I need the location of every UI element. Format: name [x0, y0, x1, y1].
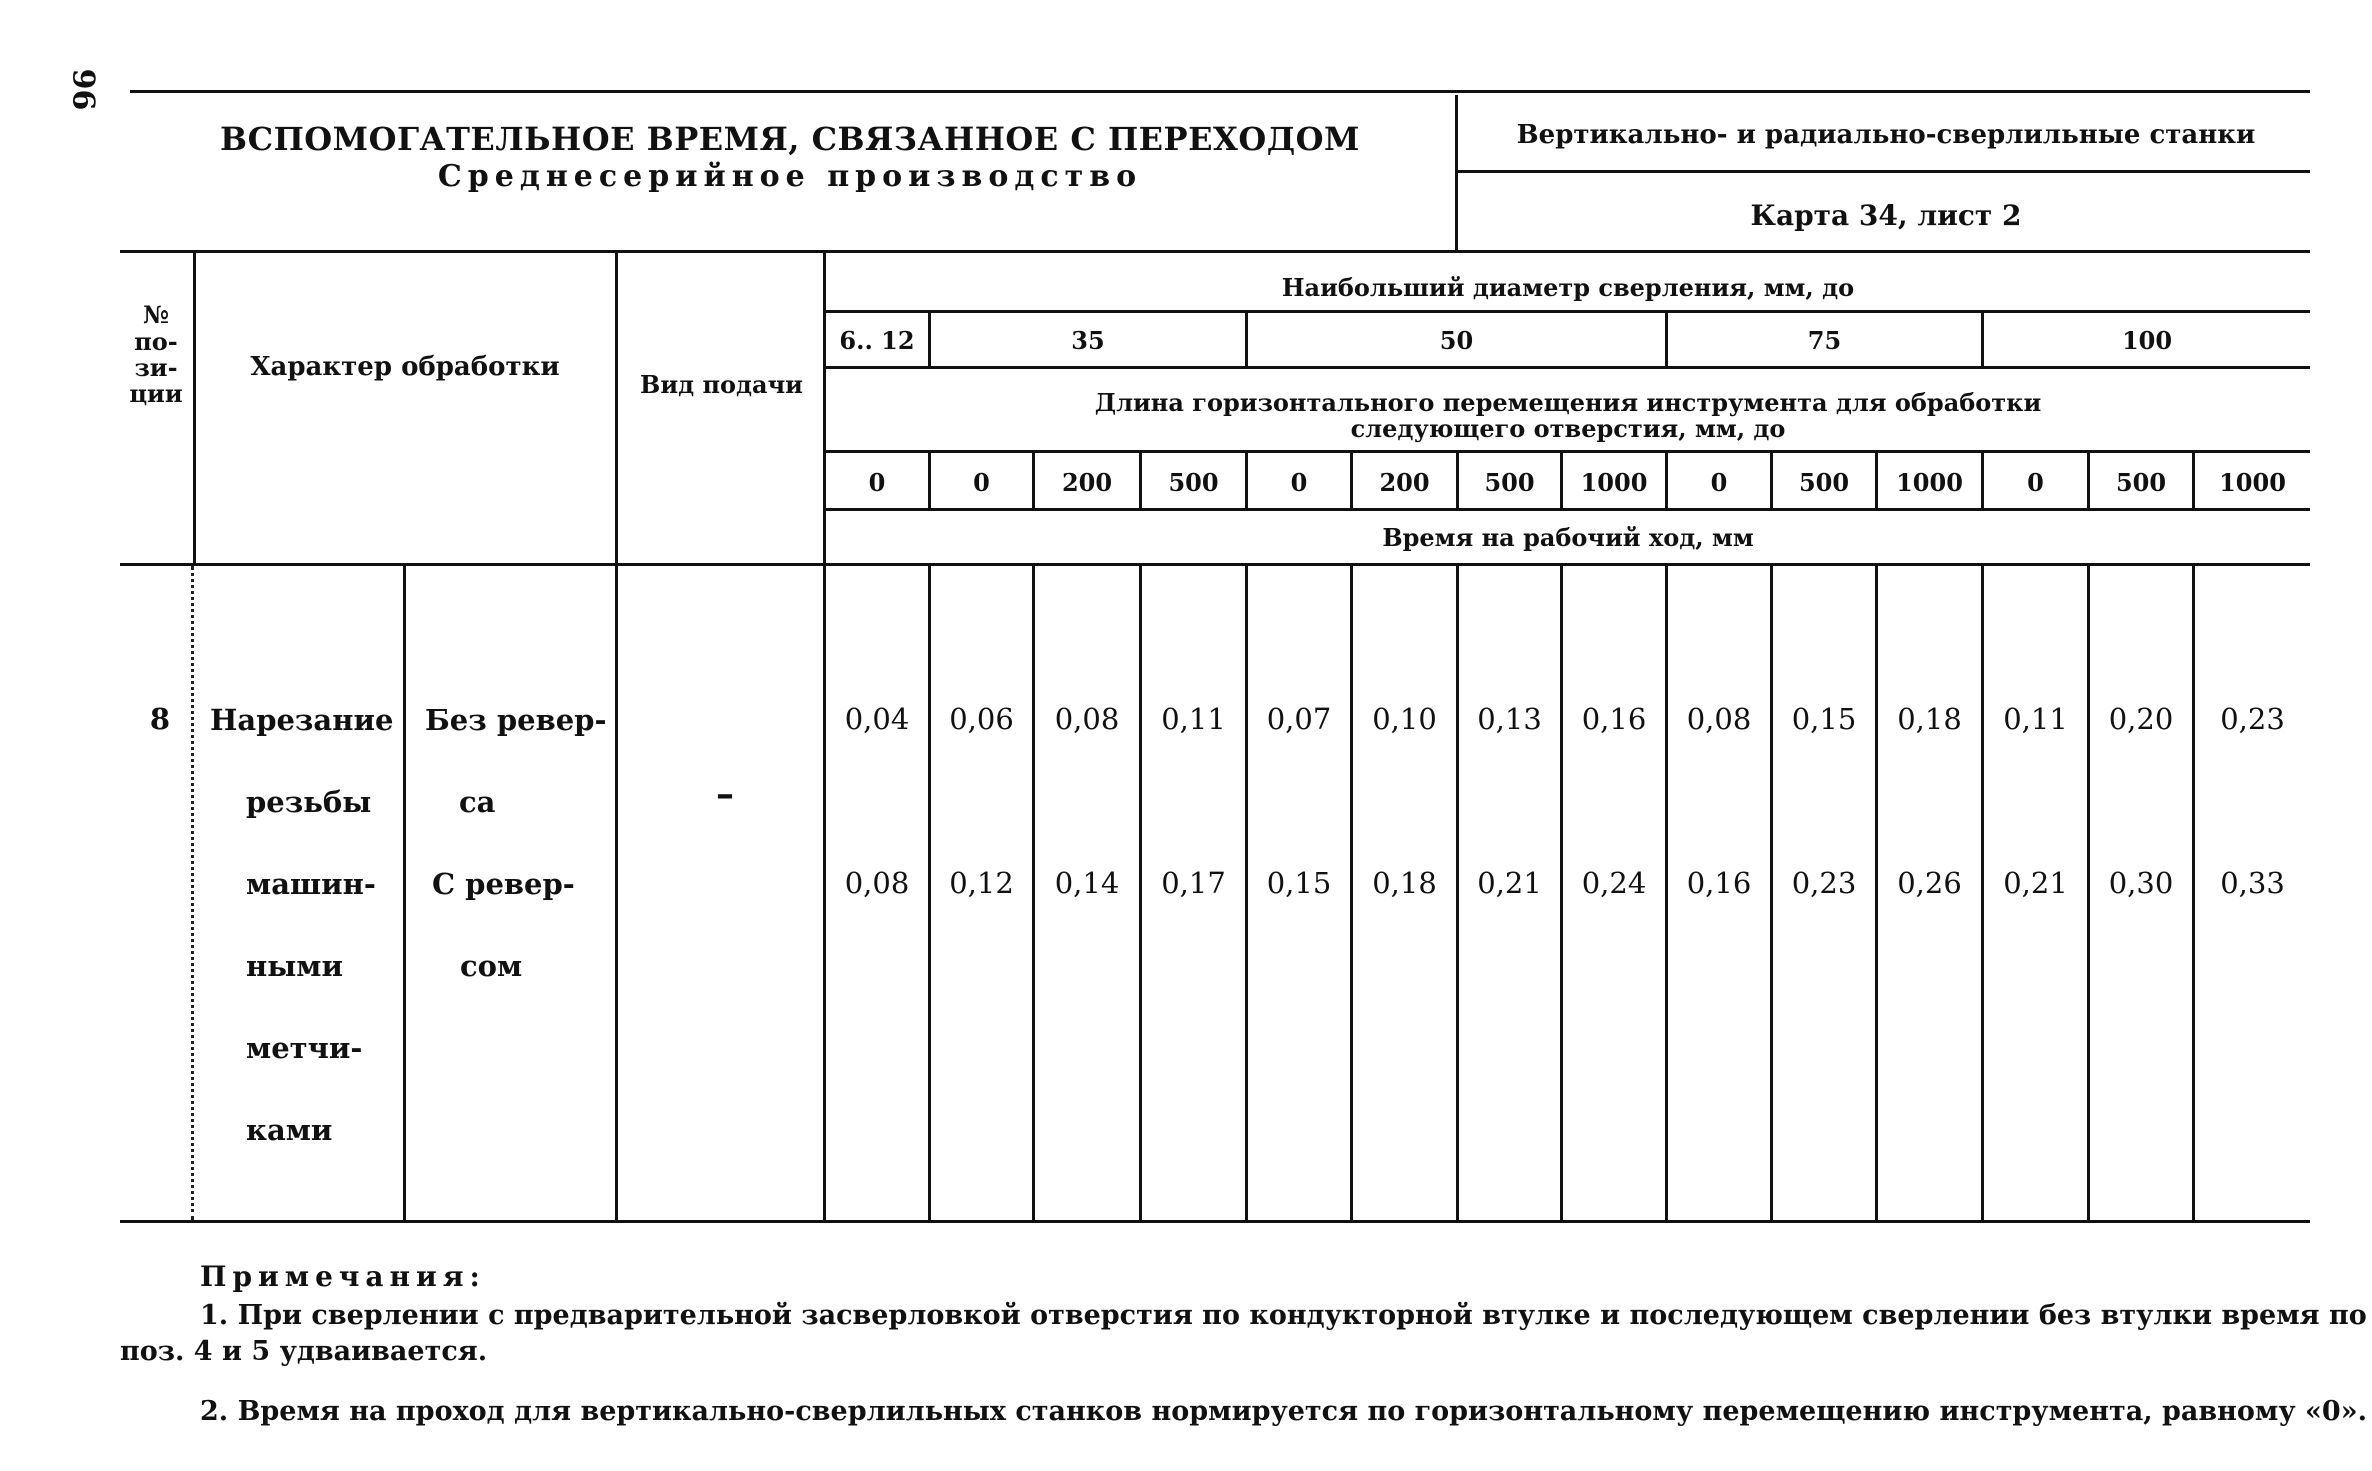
- variant-line: Без ревер-: [425, 703, 607, 737]
- value-cell: 0,30: [2108, 866, 2174, 901]
- vrule-processing: [615, 253, 618, 1220]
- length-cell: 1000: [1896, 467, 1963, 497]
- length-cell: 0: [2027, 467, 2044, 497]
- page-title: ВСПОМОГАТЕЛЬНОЕ ВРЕМЯ, СВЯЗАННОЕ С ПЕРЕХОДОМ: [220, 120, 1360, 159]
- diameter-cell: 35: [1071, 325, 1105, 355]
- value-cell: 0,08: [844, 866, 910, 901]
- value-cell: 0,18: [1897, 702, 1962, 737]
- value-cell: 0,08: [1686, 702, 1752, 737]
- processing-line: ками: [246, 1113, 333, 1147]
- table-top-rule: [120, 250, 2310, 253]
- processing-line: резьбы: [246, 785, 372, 819]
- value-cell: 0,23: [1791, 866, 1857, 901]
- variant-line: С ревер-: [432, 867, 575, 901]
- value-cell: 0,23: [2220, 702, 2285, 737]
- row-position: 8: [149, 702, 171, 737]
- processing-line: машин-: [246, 867, 376, 901]
- length-cell: 1000: [2219, 467, 2286, 497]
- value-cell: 0,11: [2003, 702, 2068, 737]
- value-cell: 0,11: [1161, 702, 1226, 737]
- diameter-cell: 50: [1439, 325, 1474, 355]
- note-1-line-2: поз. 4 и 5 удваивается.: [120, 1336, 488, 1367]
- value-cell: 0,13: [1477, 702, 1542, 737]
- time-header: Время на рабочий ход, мм: [1382, 522, 1754, 552]
- length-cell: 0: [1710, 467, 1728, 497]
- col-feed-header: Вид подачи: [640, 369, 803, 399]
- processing-line: Нарезание: [210, 703, 394, 737]
- value-cell: 0,24: [1581, 866, 1647, 901]
- machine-type: Вертикально- и радиально-сверлильные станки: [1516, 119, 2256, 150]
- processing-line: метчи-: [246, 1031, 363, 1065]
- card-number: Карта 34, лист 2: [1750, 198, 2022, 232]
- value-cell: 0,17: [1161, 866, 1226, 901]
- length-cell: 500: [1484, 467, 1535, 497]
- vrule-variant: [403, 566, 406, 1220]
- length-cell: 500: [1798, 467, 1850, 497]
- diameter-cell: 100: [2121, 325, 2173, 355]
- rule-diam-values: [825, 366, 2310, 369]
- value-cell: 0,10: [1372, 702, 1437, 737]
- page-subtitle: Среднесерийное производство: [437, 158, 1143, 194]
- col-position-header: № по- зи- ции: [129, 300, 183, 409]
- variant-no-reverse: [425, 698, 615, 862]
- value-cell: 0,33: [2220, 866, 2285, 901]
- length-cell: 500: [1168, 467, 1219, 497]
- page-number: 96: [65, 68, 101, 111]
- length-cell: 0: [973, 467, 990, 497]
- value-cell: 0,21: [1477, 866, 1542, 901]
- value-cell: 0,15: [1266, 866, 1332, 901]
- max-diameter-header: Наибольший диаметр сверления, мм, до: [1281, 272, 1855, 302]
- value-cell: 0,18: [1372, 866, 1437, 901]
- length-cell: 500: [2115, 467, 2167, 497]
- length-cell: 200: [1061, 467, 1113, 497]
- value-cell: 0,20: [2108, 702, 2174, 737]
- length-cell: 0: [1290, 467, 1308, 497]
- value-cell: 0,16: [1581, 702, 1647, 737]
- value-cell: 0,12: [949, 866, 1014, 901]
- length-header-line1: Длина горизонтального перемещения инструмента для обработки: [1094, 387, 2042, 417]
- notes-heading: Примечания:: [200, 1260, 486, 1293]
- value-cell: 0,04: [844, 702, 910, 737]
- table-bottom-rule: [120, 1220, 2310, 1223]
- value-cell: 0,21: [2003, 866, 2068, 901]
- processing-line: ными: [246, 949, 343, 983]
- value-cell: 0,07: [1266, 702, 1332, 737]
- value-cell: 0,15: [1791, 702, 1857, 737]
- header-top-rule: [130, 90, 2310, 93]
- value-cell: 0,16: [1686, 866, 1752, 901]
- feed-value: –: [716, 773, 734, 816]
- diameter-cell: 75: [1807, 325, 1842, 355]
- length-cell: 200: [1379, 467, 1430, 497]
- value-cell: 0,14: [1054, 866, 1120, 901]
- dotted-rule: [191, 566, 194, 1220]
- value-cell: 0,08: [1054, 702, 1120, 737]
- col-processing-header: Характер обработки: [250, 351, 560, 382]
- variant-line: са: [459, 785, 496, 819]
- value-cell: 0,06: [949, 702, 1014, 737]
- length-header-line2: следующего отверстия, мм, до: [1350, 413, 1786, 443]
- note-1-line-1: 1. При сверлении с предварительной засверловкой отверстия по кондукторной втулке и последующем сверлении без втулки время по: [200, 1300, 2367, 1331]
- diameter-cell: 6.. 12: [839, 325, 915, 355]
- length-cell: 0: [868, 467, 886, 497]
- length-cell: 1000: [1580, 467, 1648, 497]
- variant-reverse: [432, 862, 612, 1026]
- rule-diameter: [825, 310, 2310, 313]
- note-2: 2. Время на проход для вертикально-сверлильных станков нормируется по горизонтальному перемещению инструмента, равному «0».: [200, 1396, 2367, 1427]
- vrule-pos: [193, 253, 196, 565]
- value-cell: 0,26: [1897, 866, 1962, 901]
- processing-description: [210, 698, 400, 1190]
- variant-line: сом: [460, 949, 523, 983]
- header-mid-rule: [1458, 170, 2310, 173]
